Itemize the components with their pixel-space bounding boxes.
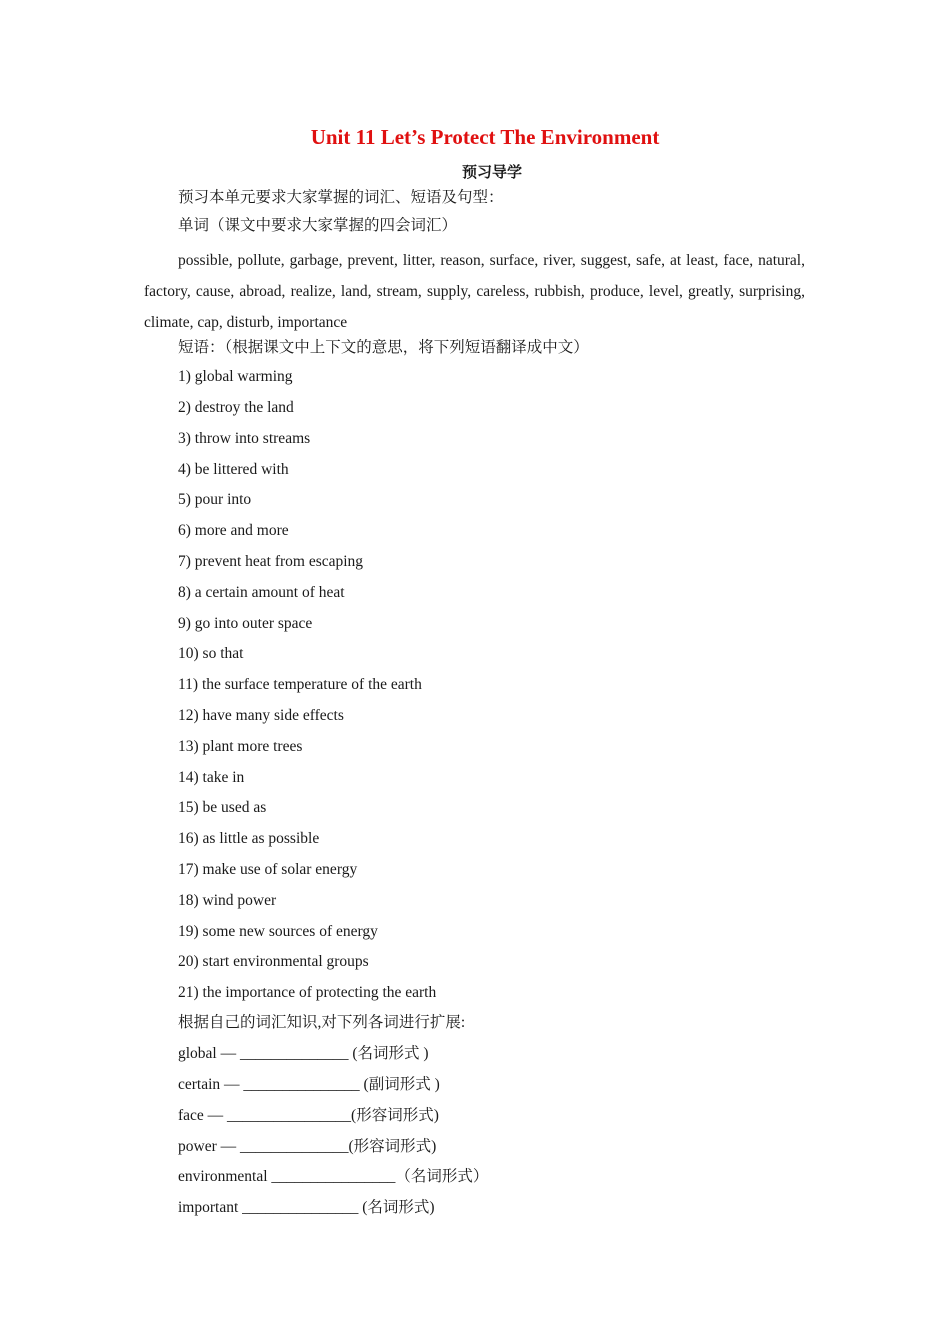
phrase-item: 3) throw into streams (178, 430, 311, 447)
phrases-heading: 短语：（根据课文中上下文的意思，将下列短语翻译成中文） (178, 339, 589, 356)
phrase-item: 11) the surface temperature of the earth (178, 676, 422, 693)
phrase-item: 1) global warming (178, 368, 293, 385)
phrase-item: 6) more and more (178, 522, 289, 539)
expand-item: important _______________ (名词形式) (178, 1199, 435, 1216)
phrase-item: 17) make use of solar energy (178, 861, 358, 878)
phrase-item: 19) some new sources of energy (178, 923, 378, 940)
phrase-item: 7) prevent heat from escaping (178, 553, 364, 570)
document-subtitle: 预习导学 (461, 165, 522, 181)
expand-item: global — ______________ (名词形式 ) (178, 1045, 429, 1062)
phrase-item: 18) wind power (178, 892, 277, 909)
phrase-item: 15) be used as (178, 799, 267, 816)
expand-item: certain — _______________ (副词形式 ) (178, 1076, 440, 1093)
expand-item: environmental ________________（名词形式） (178, 1168, 489, 1185)
words-heading: 单词（课文中要求大家掌握的四会词汇） (178, 217, 458, 234)
words-paragraph: possible, pollute, garbage, prevent, litter, reason, surface, river, suggest, safe, at least, face, natural, factory, cause, abroad, realize, land, stream, supply, careless, rubbish, produce, level, greatly, surprising, climate, cap, disturb, importance (144, 252, 805, 331)
phrase-item: 16) as little as possible (178, 830, 320, 847)
expand-heading: 根据自己的词汇知识,对下列各词进行扩展: (178, 1014, 466, 1031)
expand-item: face — ________________(形容词形式) (178, 1107, 439, 1124)
phrase-item: 14) take in (178, 769, 245, 786)
phrase-item: 21) the importance of protecting the earth (178, 984, 437, 1001)
phrase-item: 10) so that (178, 645, 244, 662)
phrase-item: 13) plant more trees (178, 738, 303, 755)
phrase-item: 9) go into outer space (178, 615, 313, 632)
phrase-item: 5) pour into (178, 491, 252, 508)
phrase-item: 12) have many side effects (178, 707, 344, 724)
phrase-item: 4) be littered with (178, 461, 289, 478)
phrase-item: 8) a certain amount of heat (178, 584, 345, 601)
document-title: Unit 11 Let’s Protect The Environment (310, 125, 660, 149)
phrase-item: 2) destroy the land (178, 399, 294, 416)
expand-item: power — ______________(形容词形式) (178, 1138, 437, 1155)
phrase-item: 20) start environmental groups (178, 953, 369, 970)
intro-text: 预习本单元要求大家掌握的词汇、短语及句型： (178, 189, 504, 206)
